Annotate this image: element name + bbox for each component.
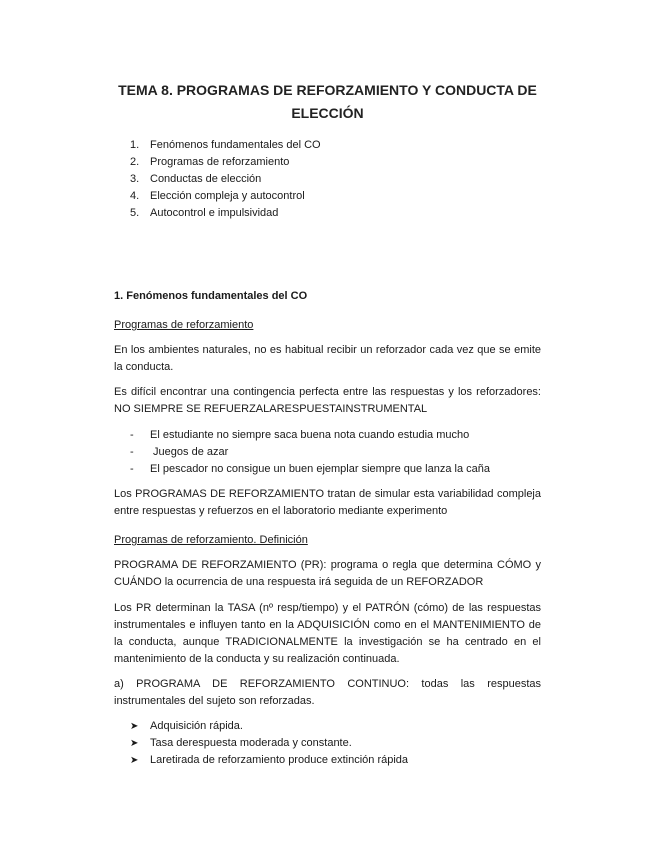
page-title [100,79,555,125]
title-line-1: TEMA 8. PROGRAMAS DE REFORZAMIENTO Y CONDUCTA DE [118,82,537,98]
arrow-bullet-icon: ➤ [130,755,139,766]
arrow-list [130,718,408,769]
list-item: ➤ Laretirada de reforzamiento produce extinción rápida [130,752,408,769]
table-of-contents [130,137,321,222]
list-item: - Juegos de azar [130,446,229,458]
section-heading: 1. Fenómenos fundamentales del CO [114,290,308,302]
list-item: - El estudiante no siempre saca buena nota cuando estudia mucho [130,429,470,441]
dash-list [130,427,490,478]
paragraph-2: Es difícil encontrar una contingencia perfecta entre las respuestas y los reforzadores: NO SIEMPRE SE REFUERZALARESPUESTAINSTRUMENTAL [114,386,541,415]
paragraph-6: a) PROGRAMA DE REFORZAMIENTO CONTINUO: todas las respuestas instrumentales del sujeto son reforzadas. [114,678,541,707]
toc-item: 5. Autocontrol e impulsividad [130,207,279,219]
paragraph-4: PROGRAMA DE REFORZAMIENTO (PR): programa o regla que determina CÓMO y CUÁNDO la ocurrencia de una respuesta irá seguida de un REFORZADOR [114,559,541,588]
toc-item: 4. Elección compleja y autocontrol [130,190,305,202]
arrow-bullet-icon: ➤ [130,738,139,749]
list-item: ➤ Adquisición rápida. [130,718,408,735]
toc-item: 2. Programas de reforzamiento [130,156,290,168]
subheading-definicion: Programas de reforzamiento. Definición [114,534,308,546]
title-line-2: ELECCIÓN [291,105,364,121]
list-item: - El pescador no consigue un buen ejemplar siempre que lanza la caña [130,463,490,475]
paragraph-1: En los ambientes naturales, no es habitual recibir un reforzador cada vez que se emite la conducta. [114,344,541,373]
toc-item: 3. Conductas de elección [130,173,262,185]
paragraph-3: Los PROGRAMAS DE REFORZAMIENTO tratan de simular esta variabilidad compleja entre respuestas y refuerzos en el laboratorio mediante experimento [114,488,541,517]
list-item: ➤ Tasa derespuesta moderada y constante. [130,735,408,752]
subheading-programas: Programas de reforzamiento [114,319,254,331]
paragraph-5: Los PR determinan la TASA (nº resp/tiempo) y el PATRÓN (cómo) de las respuestas instrumentales e influyen tanto en la ADQUISICIÓN como en el MANTENIMIENTO de la conducta, aunque TRADICIONALMENTE la investigación se ha centrado en el mantenimiento de la conducta y su realización continuada. [114,602,541,665]
toc-item: 1. Fenómenos fundamentales del CO [130,139,321,151]
arrow-bullet-icon: ➤ [130,721,139,732]
